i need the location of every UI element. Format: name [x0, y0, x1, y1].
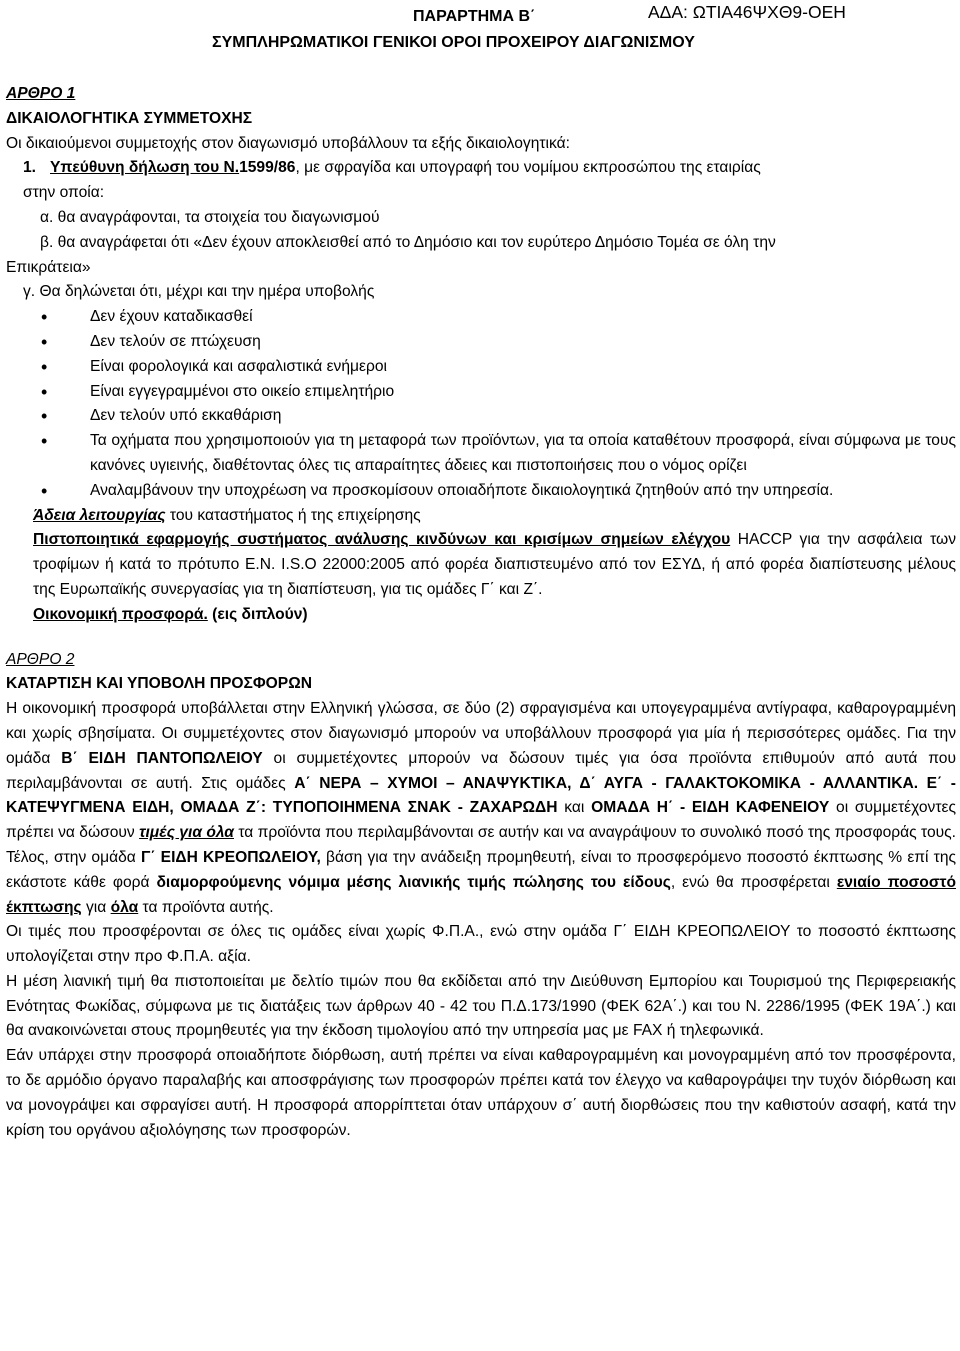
item-1-sub-b-continued: Επικράτεια» — [6, 258, 91, 276]
item-3-link[interactable]: Πιστοποιητικά εφαρμογής συστήματος ανάλυσης κινδύνων και κρισίμων σημείων ελέγχου — [33, 531, 731, 549]
article-2-paragraph-3: Η μέση λιανική τιμή θα πιστοποιείται με δελτίο τιμών που θα εκδίδεται από την Διεύθυνση Εμπορίου και Τουρισμού της Περιφερειακής Ενότητας Φωκίδας, σύμφωνα με τις διατάξεις των άρθρων 40 - 42 του Π.Δ.173/1990 (ΦΕΚ 62Α΄.) και του Ν. 2286/1995 (ΦΕΚ 19Α΄.) και θα ανακοινώνεται στους προμηθευτές για την έκδοση τιμολογίου από την υπηρεσία μας με FAX ή τηλεφωνικά. — [6, 972, 956, 1040]
article-2-label: ΑΡΘΡΟ 2 — [6, 650, 75, 668]
article-2-paragraph-1: Η οικονομική προσφορά υποβάλλεται στην Ελληνική γλώσσα, σε δύο (2) σφραγισμένα και υπογεγραμμένα αντίγραφα, καθαρογραμμένη και χωρίς σβησίματα. Οι συμμετέχοντες στον διαγωνισμό μπορούν να υποβάλλουν προσφορά για μία ή περισσότερες ομάδες. Για την ομάδα Β΄ ΕΙΔΗ ΠΑΝΤΟΠΩΛΕΙΟΥ οι συμμετέχοντες μπορούν να δώσουν τιμές για όσα προϊόντα επιθυμούν από αυτά που περιλαμβάνονται σε αυτή. Στις ομάδες Α΄ ΝΕΡΑ – ΧΥΜΟΙ – ΑΝΑΨΥΚΤΙΚΑ, Δ΄ ΑΥΓΑ - ΓΑΛΑΚΤΟΚΟΜΙΚΑ - ΑΛΛΑΝΤΙΚΑ. Ε΄ - ΚΑΤΕΨΥΓΜΕΝΑ ΕΙΔΗ, ΟΜΑΔΑ Ζ΄: ΤΥΠΟΠΟΙΗΜΕΝΑ ΣΝΑΚ - ΖΑΧΑΡΩΔΗ και ΟΜΑΔΑ Η΄ - ΕΙΔΗ ΚΑΦΕΝΕΙΟΥ οι συμμετέχοντες πρέπει να δώσουν τιμές για όλα τα προϊόντα που περιλαμβάνονται σε αυτήν και να αναγράψουν το συνολικό ποσό της προσφοράς τους. Τέλος, στην ομάδα Γ΄ ΕΙΔΗ ΚΡΕΟΠΩΛΕΙΟΥ, βάση για την ανάδειξη προμηθευτή, είναι το προσφερόμενο ποσοστό έκπτωσης % επί της εκάστοτε κάθε φορά διαμορφούμενης νόμιμα μέσης λιανικής τιμής πώλησης του είδους, ενώ θα προσφέρεται ενιαίο ποσοστό έκπτωσης για όλα τα προϊόντα αυτής. — [6, 700, 957, 916]
item-4-link[interactable]: Οικονομική προσφορά. — [33, 605, 208, 623]
list-item: • Δεν τελούν υπό εκκαθάριση — [90, 404, 956, 429]
item-1-continued: στην οποία: — [23, 184, 105, 202]
annex-title: ΠΑΡΑΡΤΗΜΑ Β΄ — [413, 8, 536, 25]
item-1-sub-a: α. θα αναγράφονται, τα στοιχεία του διαγωνισμού — [40, 208, 380, 226]
item-1-sub-c: γ. Θα δηλώνεται ότι, μέχρι και την ημέρα υποβολής — [23, 283, 375, 301]
list-item: • Είναι φορολογικά και ασφαλιστικά ενήμεροι — [90, 355, 956, 380]
item-1-link[interactable]: Υπεύθυνη δήλωση του Ν. — [50, 159, 240, 177]
article-2-paragraph-4: Εάν υπάρχει στην προσφορά οποιαδήποτε διόρθωση, αυτή πρέπει να είναι καθαρογραμμένη και μονογραμμένη από τον προσφέροντα, το δε αρμόδιο όργανο παραλαβής και αποσφράγισης των προσφορών πρέπει κατά τον έλεγχο να καθαρογράψει την τυχόν διόρθωση και να μονογράψει και σφραγίσει αυτή. Η προσφορά απορρίπτεται όταν υπάρχουν σ΄ αυτή διορθώσεις που την καθιστούν ασαφή, κατά την κρίση του οργάνου αξιολόγησης των προσφορών. — [6, 1047, 956, 1139]
article-1-title: ΔΙΚΑΙΟΛΟΓΗΤΙΚΑ ΣΥΜΜΕΤΟΧΗΣ — [6, 109, 253, 127]
annex-subtitle: ΣΥΜΠΛΗΡΩΜΑΤΙΚΟΙ ΓΕΝΙΚΟΙ ΟΡΟΙ ΠΡΟΧΕΙΡΟΥ ΔΙΑΓΩΝΙΣΜΟΥ — [212, 34, 695, 51]
list-item: • Είναι εγγεγραμμένοι στο οικείο επιμελητήριο — [90, 380, 956, 405]
list-item: • Αναλαμβάνουν την υποχρέωση να προσκομίσουν οποιαδήποτε δικαιολογητικά ζητηθούν από την υπηρεσία. — [90, 479, 956, 504]
item-1: 1. Υπεύθυνη δήλωση του Ν.1599/86, με σφραγίδα και υπογραφή του νομίμου εκπροσώπου της εταιρίας — [23, 159, 761, 177]
article-1-intro: Οι δικαιούμενοι συμμετοχής στον διαγωνισμό υποβάλλουν τα εξής δικαιολογητικά: — [6, 134, 570, 152]
document-body — [6, 82, 956, 1143]
declaration-list — [6, 305, 956, 503]
list-item: • Δεν τελούν σε πτώχευση — [90, 330, 956, 355]
list-item: • Τα οχήματα που χρησιμοποιούν για τη μεταφορά των προϊόντων, για τα οποία καταθέτουν προσφορά, είναι σύμφωνα με τους κανόνες υγιεινής, διαθέτοντας όλες τις απαραίτητες άδειες και πιστοποιήσεις που ο νόμος ορίζει — [90, 429, 956, 479]
list-item: • Δεν έχουν καταδικασθεί — [90, 305, 956, 330]
ada-code: ΑΔΑ: ΩΤΙΑ46ΨΧΘ9-ΟΕΗ — [648, 2, 846, 22]
item-2-link[interactable]: Άδεια λειτουργίας — [33, 506, 166, 524]
article-2-paragraph-2: Οι τιμές που προσφέρονται σε όλες τις ομάδες είναι χωρίς Φ.Π.Α., ενώ στην ομάδα Γ΄ ΕΙΔΗ ΚΡΕΟΠΩΛΕΙΟΥ το ποσοστό έκπτωσης υπολογίζεται στην προ Φ.Π.Α. αξία. — [6, 923, 956, 966]
item-2: Άδεια λειτουργίας του καταστήματος ή της επιχείρησης — [33, 506, 421, 524]
item-1-sub-b: β. θα αναγράφεται ότι «Δεν έχουν αποκλεισθεί από το Δημόσιο και τον ευρύτερο Δημόσιο Τομέα σε όλη την — [40, 233, 776, 251]
article-1-label: ΑΡΘΡΟ 1 — [6, 85, 76, 102]
item-3: Πιστοποιητικά εφαρμογής συστήματος ανάλυσης κινδύνων και κρισίμων σημείων ελέγχου HACCP για την ασφάλεια των τροφίμων ή κατά το πρότυπο Ε.Ν. I.S.O 22000:2005 από φορέα διαπιστευμένο από τον ΕΣΥΔ, ή από φορέα διαπίστευσης μέλους της Ευρωπαϊκής συνεργασίας για τη διαπίστευση, για τις ομάδες Γ΄ και Ζ΄. — [33, 531, 956, 598]
item-4: Οικονομική προσφορά. (εις διπλούν) — [33, 605, 308, 623]
article-2-title: ΚΑΤΑΡΤΙΣΗ ΚΑΙ ΥΠΟΒΟΛΗ ΠΡΟΣΦΟΡΩΝ — [6, 675, 312, 693]
